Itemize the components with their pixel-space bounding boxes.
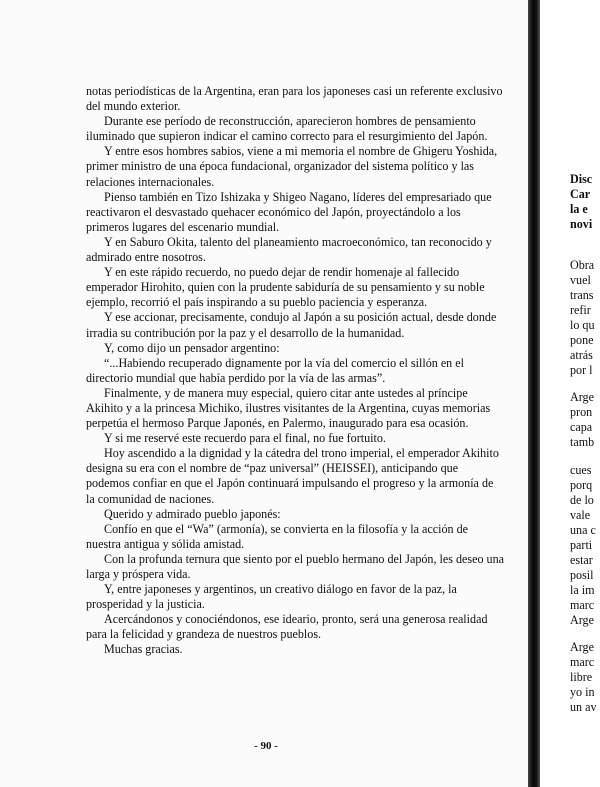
right-text-fragment: vuel xyxy=(570,273,591,287)
paragraph: Y si me reservé este recuerdo para el final, no fue fortuito. xyxy=(104,431,386,446)
paragraph: Y ese accionar, precisamente, condujo al Japón a su posición actual, desde donde irradia su contribución por la paz y el desarrollo de la humanidad. xyxy=(86,310,497,340)
paragraph: Querido y admirado pueblo japonés: xyxy=(104,506,281,521)
page-number: - 90 - xyxy=(254,740,278,752)
paragraph: Y, como dijo un pensador argentino: xyxy=(104,340,280,355)
right-text-fragment: un av xyxy=(570,700,597,714)
right-heading-fragment: la e xyxy=(570,202,588,216)
right-text-fragment: vale xyxy=(570,508,591,522)
paragraph: Durante ese período de reconstrucción, aparecieron hombres de pensamiento iluminado que supieron indicar el camino correcto para el resurgimiento del Japón. xyxy=(86,114,488,144)
right-heading-fragment: novi xyxy=(570,217,593,231)
right-text-fragment: estar xyxy=(570,553,593,567)
right-text-fragment: parti xyxy=(570,538,593,552)
right-text-fragment: marc xyxy=(570,598,595,612)
right-text-fragment: atrás xyxy=(570,348,593,362)
right-text-fragment: Arge xyxy=(570,613,594,627)
paragraph: Acercándonos y conociéndonos, ese ideario, pronto, será una generosa realidad para la felicidad y grandeza de nuestros pueblos. xyxy=(86,612,488,642)
paragraph: Hoy ascendido a la dignidad y la cátedra del trono imperial, el emperador Akihito designa su era con el nombre de “paz universal” (HEISSEI), anticipando que podemos confiar en que el Japón continuará impulsando el progreso y la armonía de la comunidad de naciones. xyxy=(86,446,499,506)
paragraph: notas periodísticas de la Argentina, eran para los japoneses casi un referente exclusivo del mundo exterior. xyxy=(86,84,503,114)
right-heading-fragment: Car xyxy=(570,187,591,201)
right-text-fragment: posil xyxy=(570,568,594,582)
right-text-fragment: por l xyxy=(570,363,593,377)
right-heading-fragment: Disc xyxy=(570,172,593,186)
right-text-fragment: pone xyxy=(570,333,594,347)
right-text-fragment: porq xyxy=(570,478,593,492)
paragraph: Confío en que el “Wa” (armonía), se convierta en la filosofía y la acción de nuestra antigua y sólida amistad. xyxy=(86,521,469,551)
paragraph: Pienso también en Tizo Ishizaka y Shigeo Nagano, líderes del empresariado que reactivaron el desvastado quehacer económico del Japón, proyectándolo a los primeros lugares del escenario mundial. xyxy=(86,189,492,234)
paragraph: Con la profunda ternura que siento por el pueblo hermano del Japón, les deseo una larga y próspera vida. xyxy=(86,551,504,581)
right-text-fragment: de lo xyxy=(570,493,594,507)
paragraph: “...Habiendo recuperado dignamente por la vía del comercio el sillón en el directorio mundial que había perdido por la vía de las armas”. xyxy=(86,355,464,385)
paragraph: Finalmente, y de manera muy especial, quiero citar ante ustedes al príncipe Akihito y a la princesa Michiko, ilustres visitantes de la Argentina, cuyas memorias perpetúa el hermoso Parque Japonés, en Palermo, inaugurado para esa ocasión. xyxy=(86,385,491,431)
right-page-fragment xyxy=(532,0,600,787)
right-text-fragment: la im xyxy=(570,583,595,597)
right-text-fragment: una c xyxy=(570,523,596,537)
paragraph: Muchas gracias. xyxy=(104,642,183,657)
right-text-fragment: Arge xyxy=(570,390,594,404)
paragraph: Y, entre japoneses y argentinos, un creativo diálogo en favor de la paz, la prosperidad y la justicia. xyxy=(86,582,457,612)
right-text-fragment: cues xyxy=(570,463,592,477)
paragraph: Y en este rápido recuerdo, no puedo dejar de rendir homenaje al fallecido emperador Hirohito, quien con la prudente sabiduría de su pensamiento y su noble ejemplo, recorrió el país inspirando a su pueblo paciencia y esperanza. xyxy=(86,265,485,310)
right-text-fragment: refir xyxy=(570,303,591,317)
body-text xyxy=(86,84,504,658)
right-text-fragment: trans xyxy=(570,288,594,302)
right-text-fragment: yo in xyxy=(570,685,595,699)
right-text-fragment: Obra xyxy=(570,258,595,272)
right-text-fragment: pron xyxy=(570,405,593,419)
right-text-fragment: libre xyxy=(570,670,593,684)
right-text-fragment: capa xyxy=(570,420,593,434)
paragraph: Y en Saburo Okita, talento del planeamiento macroeconómico, tan reconocido y admirado entre nosotros. xyxy=(86,234,492,265)
paragraph: Y entre esos hombres sabios, viene a mi memoria el nombre de Ghigeru Yoshida, primer ministro de una época fundacional, organizador del sistema político y las relaciones internacionales. xyxy=(86,144,498,189)
right-text-fragment: marc xyxy=(570,655,595,669)
right-text-fragment: Arge xyxy=(570,640,594,654)
right-text-fragment: lo qu xyxy=(570,318,595,332)
right-text-fragment: tamb xyxy=(570,435,595,449)
